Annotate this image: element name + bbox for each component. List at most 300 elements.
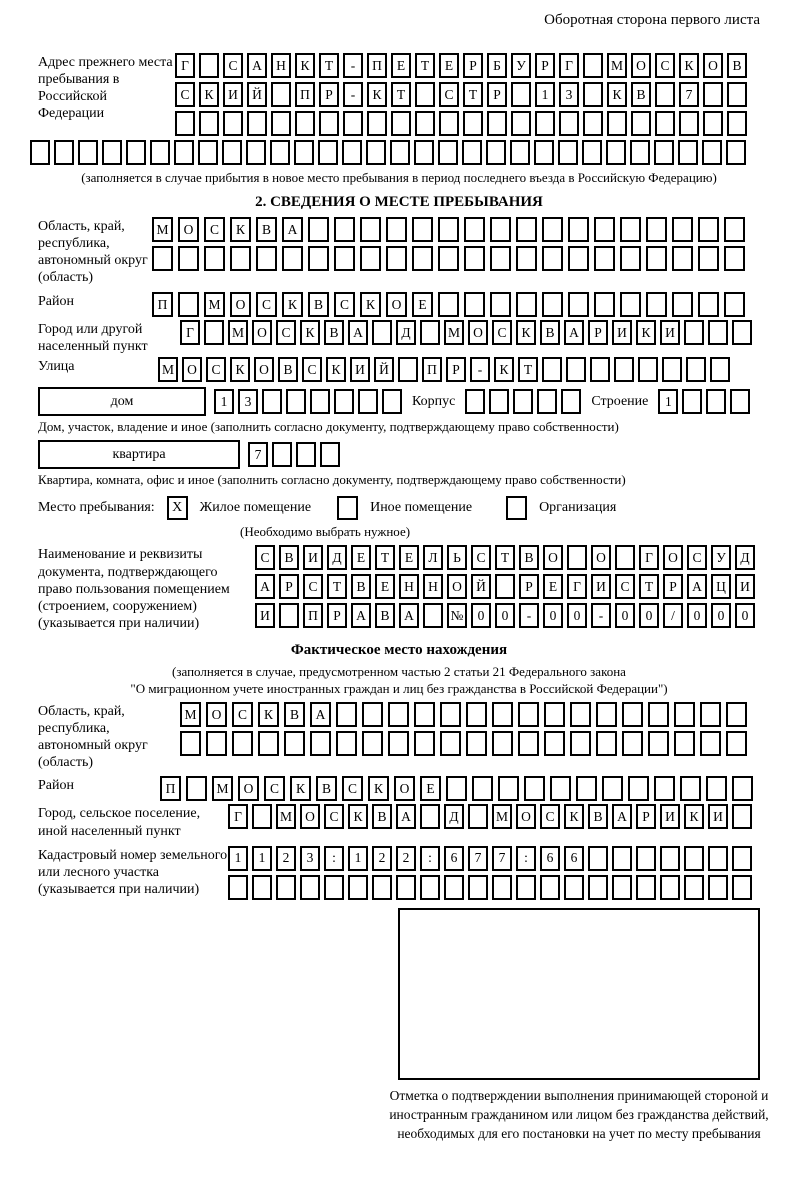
char-cell[interactable]: [706, 389, 726, 414]
cadastral-row-2[interactable]: [228, 875, 752, 900]
char-cell[interactable]: О: [543, 545, 563, 570]
char-cell[interactable]: [30, 140, 50, 165]
char-cell[interactable]: [582, 140, 602, 165]
char-cell[interactable]: Ц: [711, 574, 731, 599]
char-cell[interactable]: [631, 111, 651, 136]
char-cell[interactable]: С: [471, 545, 491, 570]
char-cell[interactable]: [412, 246, 433, 271]
char-cell[interactable]: К: [282, 292, 303, 317]
char-cell[interactable]: [542, 217, 563, 242]
char-cell[interactable]: Е: [351, 545, 371, 570]
char-cell[interactable]: Ь: [447, 545, 467, 570]
char-cell[interactable]: [510, 140, 530, 165]
char-cell[interactable]: [654, 140, 674, 165]
char-cell[interactable]: [489, 389, 509, 414]
char-cell[interactable]: [724, 246, 745, 271]
char-cell[interactable]: [414, 702, 435, 727]
char-cell[interactable]: [465, 389, 485, 414]
char-cell[interactable]: №: [447, 603, 467, 628]
char-cell[interactable]: [708, 320, 728, 345]
char-cell[interactable]: С: [439, 82, 459, 107]
char-cell[interactable]: В: [727, 53, 747, 78]
char-cell[interactable]: 6: [444, 846, 464, 871]
char-cell[interactable]: О: [300, 804, 320, 829]
char-cell[interactable]: О: [394, 776, 415, 801]
char-cell[interactable]: О: [703, 53, 723, 78]
char-cell[interactable]: [186, 776, 207, 801]
char-cell[interactable]: Й: [247, 82, 267, 107]
char-cell[interactable]: [342, 140, 362, 165]
char-cell[interactable]: [276, 875, 296, 900]
char-cell[interactable]: С: [223, 53, 243, 78]
char-cell[interactable]: 1: [228, 846, 248, 871]
char-cell[interactable]: [544, 702, 565, 727]
char-cell[interactable]: [310, 731, 331, 756]
char-cell[interactable]: [204, 246, 225, 271]
char-cell[interactable]: И: [735, 574, 755, 599]
char-cell[interactable]: -: [470, 357, 490, 382]
char-cell[interactable]: [343, 111, 363, 136]
char-cell[interactable]: [561, 389, 581, 414]
char-cell[interactable]: [366, 140, 386, 165]
char-cell[interactable]: О: [238, 776, 259, 801]
char-cell[interactable]: [550, 776, 571, 801]
house-cells[interactable]: [214, 389, 402, 414]
char-cell[interactable]: [498, 776, 519, 801]
char-cell[interactable]: [648, 731, 669, 756]
char-cell[interactable]: П: [160, 776, 181, 801]
char-cell[interactable]: [570, 702, 591, 727]
korpus-cells[interactable]: [465, 389, 581, 414]
char-cell[interactable]: Р: [279, 574, 299, 599]
char-cell[interactable]: [698, 246, 719, 271]
char-cell[interactable]: Й: [374, 357, 394, 382]
char-cell[interactable]: [372, 875, 392, 900]
char-cell[interactable]: М: [212, 776, 233, 801]
char-cell[interactable]: [466, 731, 487, 756]
char-cell[interactable]: [391, 111, 411, 136]
char-cell[interactable]: [638, 357, 658, 382]
char-cell[interactable]: [660, 875, 680, 900]
char-cell[interactable]: [487, 111, 507, 136]
char-cell[interactable]: К: [300, 320, 320, 345]
char-cell[interactable]: К: [367, 82, 387, 107]
char-cell[interactable]: [360, 246, 381, 271]
char-cell[interactable]: [466, 702, 487, 727]
char-cell[interactable]: [334, 217, 355, 242]
char-cell[interactable]: [628, 776, 649, 801]
char-cell[interactable]: К: [360, 292, 381, 317]
char-cell[interactable]: 0: [615, 603, 635, 628]
char-cell[interactable]: [367, 111, 387, 136]
char-cell[interactable]: [518, 731, 539, 756]
char-cell[interactable]: Т: [391, 82, 411, 107]
char-cell[interactable]: [334, 389, 354, 414]
char-cell[interactable]: Т: [495, 545, 515, 570]
char-cell[interactable]: И: [350, 357, 370, 382]
char-cell[interactable]: [700, 731, 721, 756]
char-cell[interactable]: [602, 776, 623, 801]
char-cell[interactable]: [204, 320, 224, 345]
char-cell[interactable]: [706, 776, 727, 801]
char-cell[interactable]: [703, 82, 723, 107]
char-cell[interactable]: [324, 875, 344, 900]
document-row-3[interactable]: [255, 603, 755, 628]
char-cell[interactable]: В: [324, 320, 344, 345]
char-cell[interactable]: [558, 140, 578, 165]
char-cell[interactable]: [622, 702, 643, 727]
char-cell[interactable]: Т: [518, 357, 538, 382]
char-cell[interactable]: [222, 140, 242, 165]
char-cell[interactable]: -: [343, 53, 363, 78]
char-cell[interactable]: [636, 875, 656, 900]
char-cell[interactable]: [724, 292, 745, 317]
char-cell[interactable]: Д: [735, 545, 755, 570]
char-cell[interactable]: [678, 140, 698, 165]
char-cell[interactable]: Е: [375, 574, 395, 599]
char-cell[interactable]: Н: [271, 53, 291, 78]
char-cell[interactable]: [318, 140, 338, 165]
char-cell[interactable]: Д: [396, 320, 416, 345]
char-cell[interactable]: 7: [248, 442, 268, 467]
char-cell[interactable]: С: [492, 320, 512, 345]
cadastral-row-1[interactable]: [228, 846, 752, 871]
char-cell[interactable]: К: [368, 776, 389, 801]
char-cell[interactable]: 3: [300, 846, 320, 871]
char-cell[interactable]: Р: [463, 53, 483, 78]
char-cell[interactable]: К: [636, 320, 656, 345]
char-cell[interactable]: О: [516, 804, 536, 829]
char-cell[interactable]: [232, 731, 253, 756]
city-row[interactable]: [180, 320, 752, 345]
char-cell[interactable]: К: [295, 53, 315, 78]
char-cell[interactable]: [388, 702, 409, 727]
char-cell[interactable]: [492, 702, 513, 727]
char-cell[interactable]: [542, 246, 563, 271]
char-cell[interactable]: 0: [471, 603, 491, 628]
checkbox-organizacia[interactable]: [506, 496, 527, 520]
char-cell[interactable]: [612, 875, 632, 900]
char-cell[interactable]: [336, 702, 357, 727]
char-cell[interactable]: [516, 246, 537, 271]
char-cell[interactable]: [606, 140, 626, 165]
char-cell[interactable]: Е: [399, 545, 419, 570]
checkbox-zhiloe[interactable]: X: [167, 496, 188, 520]
char-cell[interactable]: О: [252, 320, 272, 345]
char-cell[interactable]: [415, 82, 435, 107]
prev-address-overflow-row[interactable]: [30, 140, 760, 165]
char-cell[interactable]: 0: [495, 603, 515, 628]
char-cell[interactable]: [614, 357, 634, 382]
char-cell[interactable]: С: [342, 776, 363, 801]
char-cell[interactable]: [440, 702, 461, 727]
char-cell[interactable]: [612, 846, 632, 871]
char-cell[interactable]: 0: [567, 603, 587, 628]
char-cell[interactable]: [490, 217, 511, 242]
char-cell[interactable]: К: [494, 357, 514, 382]
char-cell[interactable]: [492, 875, 512, 900]
char-cell[interactable]: [78, 140, 98, 165]
char-cell[interactable]: [495, 574, 515, 599]
char-cell[interactable]: [272, 442, 292, 467]
street-row[interactable]: [158, 357, 730, 382]
char-cell[interactable]: [662, 357, 682, 382]
char-cell[interactable]: [464, 246, 485, 271]
char-cell[interactable]: [284, 731, 305, 756]
char-cell[interactable]: К: [326, 357, 346, 382]
char-cell[interactable]: [518, 702, 539, 727]
char-cell[interactable]: М: [158, 357, 178, 382]
char-cell[interactable]: [674, 731, 695, 756]
char-cell[interactable]: Г: [559, 53, 579, 78]
char-cell[interactable]: [386, 246, 407, 271]
char-cell[interactable]: Е: [543, 574, 563, 599]
char-cell[interactable]: С: [175, 82, 195, 107]
char-cell[interactable]: [415, 111, 435, 136]
char-cell[interactable]: [150, 140, 170, 165]
char-cell[interactable]: [308, 246, 329, 271]
char-cell[interactable]: А: [348, 320, 368, 345]
char-cell[interactable]: К: [684, 804, 704, 829]
char-cell[interactable]: О: [182, 357, 202, 382]
char-cell[interactable]: [198, 140, 218, 165]
fact-region-row-1[interactable]: [180, 702, 747, 727]
stroenie-cells[interactable]: [658, 389, 750, 414]
char-cell[interactable]: Р: [327, 603, 347, 628]
char-cell[interactable]: 0: [687, 603, 707, 628]
char-cell[interactable]: И: [708, 804, 728, 829]
char-cell[interactable]: Т: [463, 82, 483, 107]
char-cell[interactable]: К: [290, 776, 311, 801]
char-cell[interactable]: Т: [327, 574, 347, 599]
char-cell[interactable]: [684, 320, 704, 345]
char-cell[interactable]: У: [711, 545, 731, 570]
char-cell[interactable]: А: [310, 702, 331, 727]
char-cell[interactable]: [708, 846, 728, 871]
char-cell[interactable]: [438, 292, 459, 317]
char-cell[interactable]: А: [282, 217, 303, 242]
char-cell[interactable]: Р: [319, 82, 339, 107]
char-cell[interactable]: -: [343, 82, 363, 107]
char-cell[interactable]: [564, 875, 584, 900]
char-cell[interactable]: [336, 731, 357, 756]
char-cell[interactable]: [708, 875, 728, 900]
char-cell[interactable]: В: [256, 217, 277, 242]
char-cell[interactable]: [594, 292, 615, 317]
char-cell[interactable]: И: [255, 603, 275, 628]
char-cell[interactable]: Р: [636, 804, 656, 829]
char-cell[interactable]: [492, 731, 513, 756]
char-cell[interactable]: С: [655, 53, 675, 78]
char-cell[interactable]: [726, 731, 747, 756]
char-cell[interactable]: [654, 776, 675, 801]
region-row-1[interactable]: [152, 217, 745, 242]
char-cell[interactable]: [362, 731, 383, 756]
char-cell[interactable]: М: [444, 320, 464, 345]
char-cell[interactable]: В: [588, 804, 608, 829]
char-cell[interactable]: :: [420, 846, 440, 871]
checkbox-inoe[interactable]: [337, 496, 358, 520]
char-cell[interactable]: О: [591, 545, 611, 570]
char-cell[interactable]: [544, 731, 565, 756]
char-cell[interactable]: П: [422, 357, 442, 382]
char-cell[interactable]: [646, 246, 667, 271]
char-cell[interactable]: Г: [228, 804, 248, 829]
char-cell[interactable]: [615, 545, 635, 570]
char-cell[interactable]: [420, 875, 440, 900]
char-cell[interactable]: А: [396, 804, 416, 829]
char-cell[interactable]: О: [206, 702, 227, 727]
char-cell[interactable]: [516, 875, 536, 900]
region-row-2[interactable]: [152, 246, 745, 271]
char-cell[interactable]: [206, 731, 227, 756]
char-cell[interactable]: [516, 292, 537, 317]
char-cell[interactable]: С: [204, 217, 225, 242]
char-cell[interactable]: С: [615, 574, 635, 599]
char-cell[interactable]: [540, 875, 560, 900]
char-cell[interactable]: М: [180, 702, 201, 727]
char-cell[interactable]: К: [679, 53, 699, 78]
char-cell[interactable]: П: [152, 292, 173, 317]
char-cell[interactable]: А: [612, 804, 632, 829]
char-cell[interactable]: 6: [564, 846, 584, 871]
char-cell[interactable]: /: [663, 603, 683, 628]
char-cell[interactable]: [710, 357, 730, 382]
char-cell[interactable]: [388, 731, 409, 756]
char-cell[interactable]: [727, 82, 747, 107]
char-cell[interactable]: [684, 875, 704, 900]
char-cell[interactable]: [698, 292, 719, 317]
char-cell[interactable]: [730, 389, 750, 414]
char-cell[interactable]: [542, 357, 562, 382]
char-cell[interactable]: Р: [588, 320, 608, 345]
char-cell[interactable]: [396, 875, 416, 900]
char-cell[interactable]: [583, 82, 603, 107]
char-cell[interactable]: А: [399, 603, 419, 628]
char-cell[interactable]: [686, 357, 706, 382]
char-cell[interactable]: В: [372, 804, 392, 829]
char-cell[interactable]: [468, 804, 488, 829]
prev-address-row-1[interactable]: [175, 53, 747, 78]
char-cell[interactable]: [700, 702, 721, 727]
char-cell[interactable]: 1: [535, 82, 555, 107]
char-cell[interactable]: [178, 292, 199, 317]
prev-address-row-3[interactable]: [175, 111, 747, 136]
char-cell[interactable]: В: [631, 82, 651, 107]
char-cell[interactable]: [223, 111, 243, 136]
char-cell[interactable]: [655, 82, 675, 107]
char-cell[interactable]: [727, 111, 747, 136]
char-cell[interactable]: [438, 217, 459, 242]
char-cell[interactable]: П: [303, 603, 323, 628]
char-cell[interactable]: С: [276, 320, 296, 345]
char-cell[interactable]: [732, 846, 752, 871]
char-cell[interactable]: [620, 246, 641, 271]
char-cell[interactable]: [386, 217, 407, 242]
char-cell[interactable]: М: [492, 804, 512, 829]
char-cell[interactable]: К: [564, 804, 584, 829]
char-cell[interactable]: П: [295, 82, 315, 107]
char-cell[interactable]: [674, 702, 695, 727]
prev-address-row-2[interactable]: [175, 82, 747, 107]
char-cell[interactable]: [542, 292, 563, 317]
char-cell[interactable]: [636, 846, 656, 871]
char-cell[interactable]: [102, 140, 122, 165]
char-cell[interactable]: [256, 246, 277, 271]
char-cell[interactable]: А: [351, 603, 371, 628]
char-cell[interactable]: [680, 776, 701, 801]
char-cell[interactable]: [490, 246, 511, 271]
char-cell[interactable]: В: [284, 702, 305, 727]
char-cell[interactable]: [583, 53, 603, 78]
char-cell[interactable]: С: [232, 702, 253, 727]
char-cell[interactable]: С: [264, 776, 285, 801]
char-cell[interactable]: [438, 246, 459, 271]
char-cell[interactable]: [175, 111, 195, 136]
char-cell[interactable]: В: [540, 320, 560, 345]
char-cell[interactable]: И: [660, 804, 680, 829]
char-cell[interactable]: С: [303, 574, 323, 599]
char-cell[interactable]: С: [256, 292, 277, 317]
char-cell[interactable]: 0: [639, 603, 659, 628]
document-row-1[interactable]: [255, 545, 755, 570]
char-cell[interactable]: 1: [348, 846, 368, 871]
char-cell[interactable]: Р: [487, 82, 507, 107]
char-cell[interactable]: И: [303, 545, 323, 570]
char-cell[interactable]: К: [607, 82, 627, 107]
char-cell[interactable]: Г: [567, 574, 587, 599]
char-cell[interactable]: [570, 731, 591, 756]
char-cell[interactable]: [472, 776, 493, 801]
char-cell[interactable]: [596, 731, 617, 756]
char-cell[interactable]: [568, 292, 589, 317]
char-cell[interactable]: [308, 217, 329, 242]
char-cell[interactable]: 0: [735, 603, 755, 628]
char-cell[interactable]: 0: [711, 603, 731, 628]
char-cell[interactable]: К: [230, 217, 251, 242]
char-cell[interactable]: С: [334, 292, 355, 317]
char-cell[interactable]: [420, 804, 440, 829]
char-cell[interactable]: [414, 731, 435, 756]
char-cell[interactable]: [362, 702, 383, 727]
char-cell[interactable]: Р: [519, 574, 539, 599]
char-cell[interactable]: 1: [252, 846, 272, 871]
char-cell[interactable]: 7: [492, 846, 512, 871]
char-cell[interactable]: [660, 846, 680, 871]
char-cell[interactable]: В: [279, 545, 299, 570]
char-cell[interactable]: О: [254, 357, 274, 382]
char-cell[interactable]: [537, 389, 557, 414]
char-cell[interactable]: А: [687, 574, 707, 599]
char-cell[interactable]: И: [612, 320, 632, 345]
char-cell[interactable]: [258, 731, 279, 756]
char-cell[interactable]: 2: [276, 846, 296, 871]
char-cell[interactable]: [295, 111, 315, 136]
char-cell[interactable]: [702, 140, 722, 165]
char-cell[interactable]: Р: [663, 574, 683, 599]
char-cell[interactable]: [463, 111, 483, 136]
char-cell[interactable]: [423, 603, 443, 628]
char-cell[interactable]: Г: [180, 320, 200, 345]
char-cell[interactable]: [620, 292, 641, 317]
char-cell[interactable]: [398, 357, 418, 382]
char-cell[interactable]: К: [230, 357, 250, 382]
char-cell[interactable]: В: [351, 574, 371, 599]
char-cell[interactable]: Т: [375, 545, 395, 570]
char-cell[interactable]: [576, 776, 597, 801]
char-cell[interactable]: [596, 702, 617, 727]
char-cell[interactable]: О: [447, 574, 467, 599]
